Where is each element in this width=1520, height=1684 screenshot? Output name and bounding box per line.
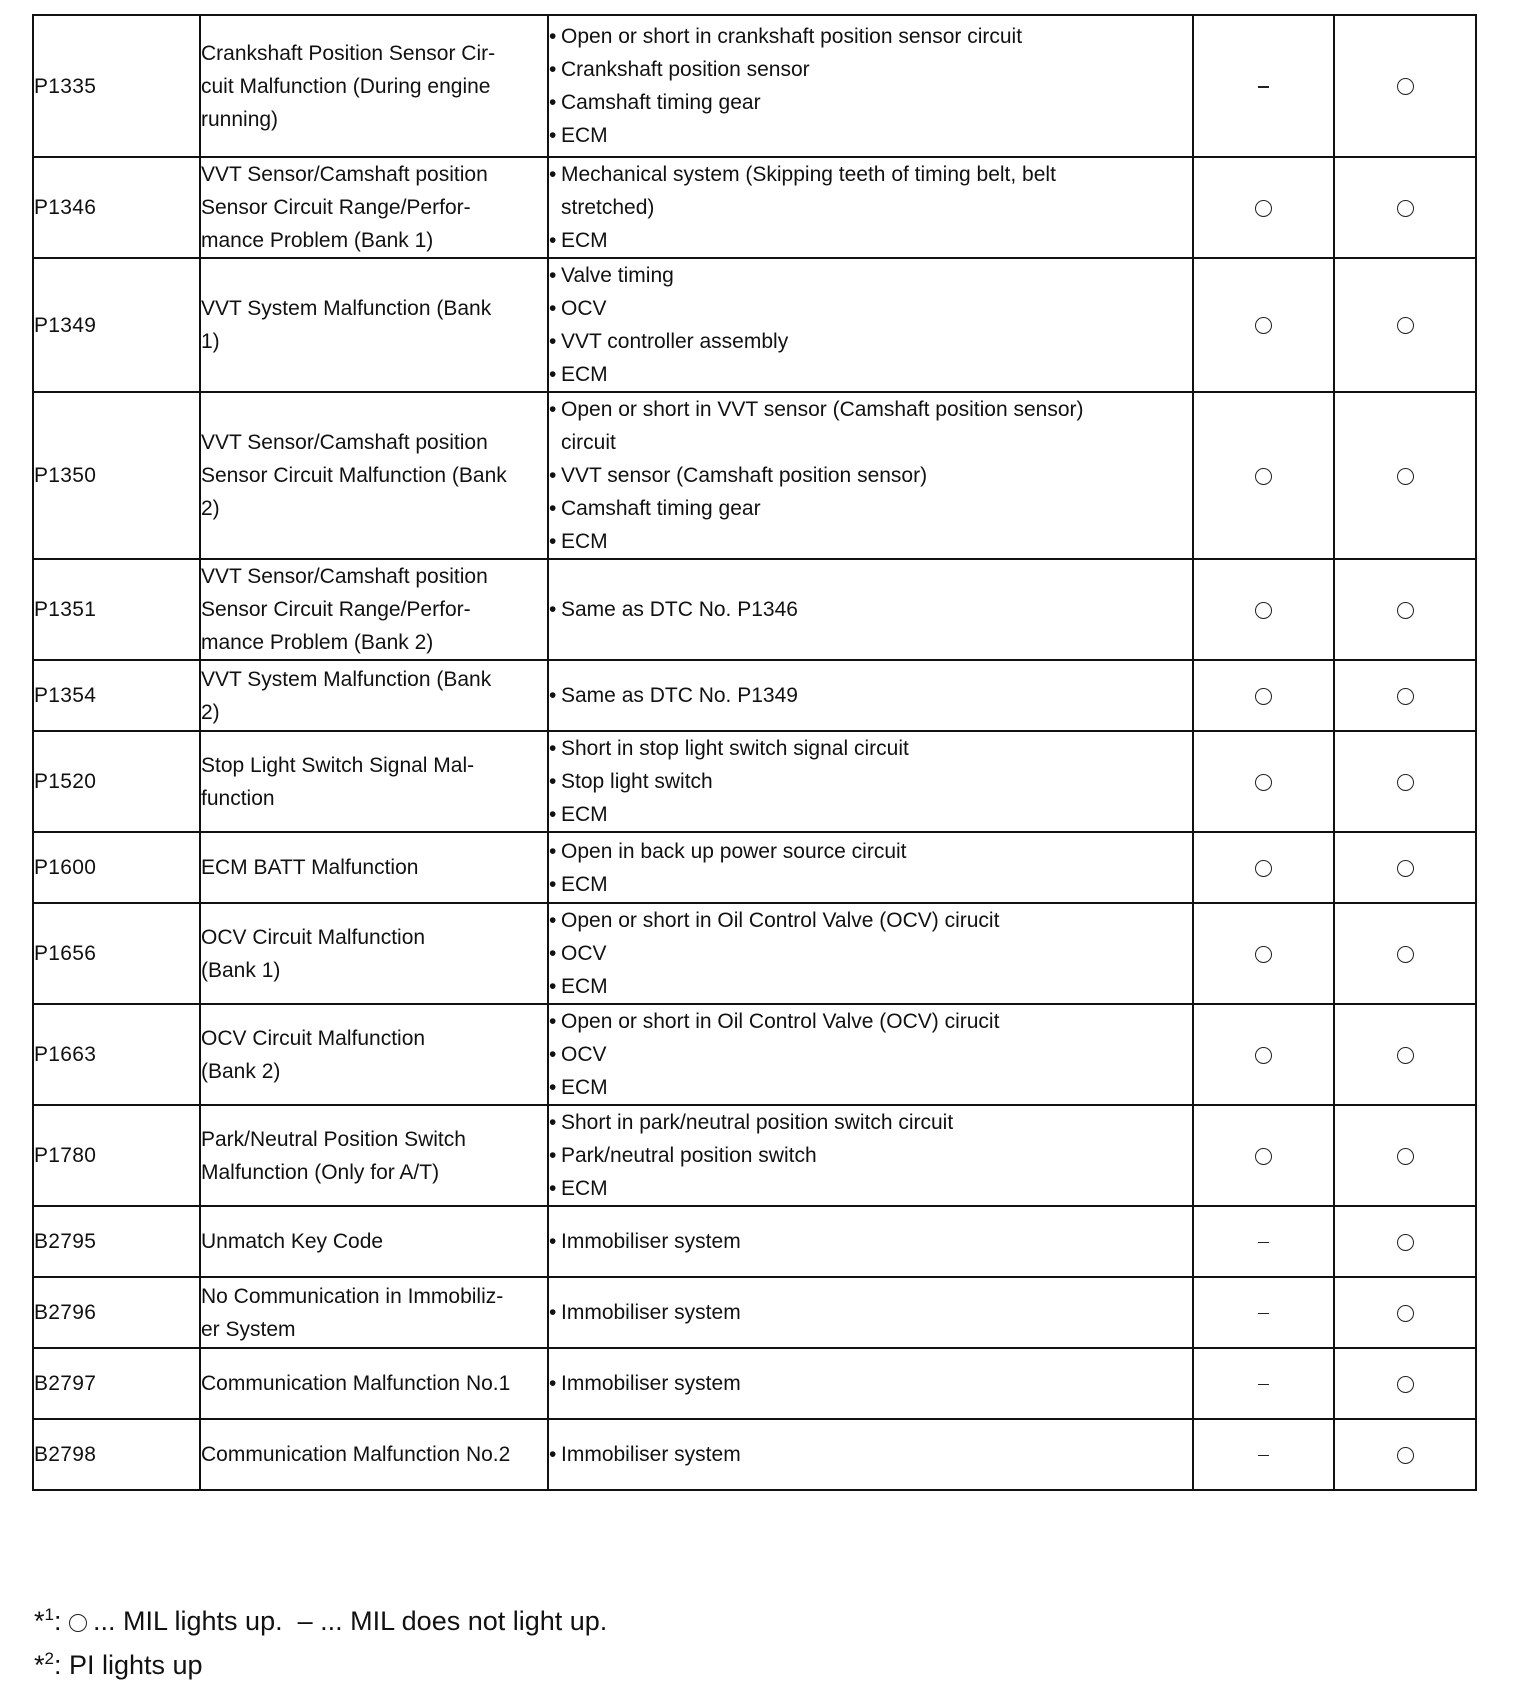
bullet-icon: • <box>549 1443 557 1466</box>
trouble-area-item <box>549 798 1192 831</box>
circle-icon <box>1397 78 1414 95</box>
trouble-area-item <box>549 1005 1192 1038</box>
trouble-area-text: circuit <box>561 431 616 454</box>
detection-item-line: mance Problem (Bank 1) <box>201 229 434 252</box>
detection-item-line: Sensor Circuit Malfunction (Bank <box>201 464 507 487</box>
dtc-code: P1335 <box>33 15 200 157</box>
detection-item <box>200 903 548 1004</box>
bullet-icon: • <box>549 1111 557 1134</box>
trouble-area-text: ECM <box>561 1076 608 1099</box>
bullet-icon: • <box>549 1372 557 1395</box>
detection-item-line: Sensor Circuit Range/Perfor- <box>201 196 471 219</box>
memory-cell <box>1334 15 1476 157</box>
trouble-area-item <box>549 191 1192 224</box>
trouble-area <box>548 559 1193 660</box>
circle-icon <box>69 1614 87 1632</box>
trouble-area-item <box>549 593 1192 626</box>
trouble-area-text: ECM <box>561 363 608 386</box>
dtc-code: B2796 <box>33 1277 200 1348</box>
bullet-icon: • <box>549 163 557 186</box>
bullet-icon: • <box>549 497 557 520</box>
detection-item-line: er System <box>201 1317 296 1341</box>
detection-item-line: VVT System Malfunction (Bank <box>201 667 492 691</box>
circle-icon <box>1397 200 1414 217</box>
trouble-area-text: Camshaft timing gear <box>561 91 761 114</box>
dash-icon <box>1258 1455 1269 1457</box>
trouble-area-text: ECM <box>561 872 608 896</box>
circle-icon <box>1255 602 1272 619</box>
trouble-area-text: Immobiliser system <box>561 1443 741 1466</box>
circle-icon <box>1397 688 1414 705</box>
footnote-1-circle-text: ... MIL lights up. <box>93 1606 283 1636</box>
trouble-area-item <box>549 492 1192 525</box>
trouble-area <box>548 660 1193 731</box>
mil-cell <box>1193 1348 1334 1419</box>
circle-icon <box>1397 1148 1414 1165</box>
table-row <box>33 559 1476 660</box>
memory-cell <box>1334 731 1476 832</box>
detection-item-line: VVT System Malfunction (Bank <box>201 297 492 320</box>
detection-item <box>200 731 548 832</box>
bullet-icon: • <box>549 530 557 553</box>
trouble-area-item <box>549 765 1192 798</box>
dtc-code: P1520 <box>33 731 200 832</box>
circle-icon <box>1397 774 1414 791</box>
dtc-code: P1354 <box>33 660 200 731</box>
detection-item-line: function <box>201 786 275 810</box>
trouble-area-text: Same as DTC No. P1346 <box>561 598 798 621</box>
detection-item-line: ECM BATT Malfunction <box>201 856 419 879</box>
footnote-1 <box>34 1596 607 1640</box>
table-row <box>33 392 1476 559</box>
detection-item-line: mance Problem (Bank 2) <box>201 631 434 654</box>
detection-item <box>200 258 548 392</box>
bullet-icon: • <box>549 124 557 147</box>
trouble-area-item <box>549 1038 1192 1071</box>
circle-icon <box>1397 317 1414 334</box>
dtc-code: P1663 <box>33 1004 200 1105</box>
bullet-icon: • <box>549 464 557 487</box>
trouble-area-item <box>549 1438 1192 1471</box>
trouble-area-item <box>549 904 1192 937</box>
trouble-area <box>548 731 1193 832</box>
trouble-area-item <box>549 292 1192 325</box>
mil-cell <box>1193 832 1334 903</box>
bullet-icon: • <box>549 1076 557 1099</box>
detection-item <box>200 1105 548 1206</box>
trouble-area-item <box>549 119 1192 152</box>
bullet-icon: • <box>549 1230 557 1253</box>
trouble-area-item <box>549 325 1192 358</box>
bullet-icon: • <box>549 1177 557 1200</box>
circle-icon <box>1255 688 1272 705</box>
memory-cell <box>1334 392 1476 559</box>
dtc-code: P1350 <box>33 392 200 559</box>
mil-cell <box>1193 1004 1334 1105</box>
trouble-area <box>548 832 1193 903</box>
detection-item <box>200 157 548 258</box>
dash-icon <box>1258 1242 1269 1244</box>
mil-cell <box>1193 157 1334 258</box>
memory-cell <box>1334 903 1476 1004</box>
detection-item-line: (Bank 1) <box>201 958 281 982</box>
trouble-area-text: Mechanical system (Skipping teeth of timing belt, belt <box>561 163 1056 186</box>
dash-icon <box>1258 1384 1269 1386</box>
trouble-area <box>548 157 1193 258</box>
detection-item-line: 1) <box>201 330 220 353</box>
bullet-icon: • <box>549 91 557 114</box>
dtc-code: P1351 <box>33 559 200 660</box>
trouble-area-text: OCV <box>561 942 607 965</box>
trouble-area <box>548 15 1193 157</box>
dtc-code: P1780 <box>33 1105 200 1206</box>
trouble-area-text: OCV <box>561 297 607 320</box>
mil-cell <box>1193 660 1334 731</box>
circle-icon <box>1397 468 1414 485</box>
trouble-area-item <box>549 679 1192 712</box>
mil-cell <box>1193 1419 1334 1490</box>
circle-icon <box>1255 774 1272 791</box>
mil-cell <box>1193 559 1334 660</box>
table-row <box>33 1348 1476 1419</box>
circle-icon <box>1255 946 1272 963</box>
bullet-icon: • <box>549 330 557 353</box>
trouble-area-item <box>549 158 1192 191</box>
bullet-icon: • <box>549 25 557 48</box>
trouble-area-item <box>549 1296 1192 1329</box>
table-row <box>33 1206 1476 1277</box>
trouble-area <box>548 258 1193 392</box>
trouble-area-item <box>549 1172 1192 1205</box>
trouble-area <box>548 1004 1193 1105</box>
detection-item-line: cuit Malfunction (During engine <box>201 74 491 98</box>
dtc-code: B2797 <box>33 1348 200 1419</box>
dash-icon <box>1258 1313 1269 1315</box>
trouble-area-item <box>549 868 1192 901</box>
table-row <box>33 903 1476 1004</box>
trouble-area-item <box>549 459 1192 492</box>
trouble-area-item <box>549 426 1192 459</box>
trouble-area-text: Immobiliser system <box>561 1301 741 1324</box>
bullet-icon: • <box>549 770 557 793</box>
trouble-area <box>548 903 1193 1004</box>
detection-item-line: OCV Circuit Malfunction <box>201 925 426 949</box>
circle-icon <box>1255 317 1272 334</box>
circle-icon <box>1397 1447 1414 1464</box>
detection-item <box>200 1348 548 1419</box>
detection-item-line: VVT Sensor/Camshaft position <box>201 163 488 186</box>
trouble-area-item <box>549 393 1192 426</box>
bullet-icon: • <box>549 598 557 621</box>
detection-item-line: Communication Malfunction No.2 <box>201 1443 511 1466</box>
trouble-area-item <box>549 835 1192 868</box>
trouble-area-item <box>549 224 1192 257</box>
memory-cell <box>1334 1206 1476 1277</box>
trouble-area-item <box>549 53 1192 86</box>
bullet-icon: • <box>549 1010 557 1033</box>
table-row <box>33 731 1476 832</box>
bullet-icon: • <box>549 1301 557 1324</box>
trouble-area-text: Stop light switch <box>561 770 713 793</box>
trouble-area-text: ECM <box>561 530 608 553</box>
detection-item <box>200 1206 548 1277</box>
trouble-area-text: Camshaft timing gear <box>561 497 761 520</box>
footnotes <box>34 1596 607 1684</box>
bullet-icon: • <box>549 872 557 896</box>
trouble-area-text: Open or short in crankshaft position sensor circuit <box>561 25 1023 48</box>
detection-item-line: OCV Circuit Malfunction <box>201 1026 426 1050</box>
trouble-area-text: Short in park/neutral position switch circuit <box>561 1111 954 1134</box>
trouble-area-text: ECM <box>561 229 608 252</box>
detection-item <box>200 1004 548 1105</box>
trouble-area-text: Open or short in Oil Control Valve (OCV) cirucit <box>561 909 1000 932</box>
dtc-code: P1656 <box>33 903 200 1004</box>
mil-cell <box>1193 903 1334 1004</box>
dtc-code: P1346 <box>33 157 200 258</box>
detection-item <box>200 660 548 731</box>
footnote-1-number: 1 <box>44 1605 54 1624</box>
trouble-area-item <box>549 525 1192 558</box>
memory-cell <box>1334 157 1476 258</box>
mil-cell <box>1193 258 1334 392</box>
detection-item-line: Malfunction (Only for A/T) <box>201 1160 440 1184</box>
trouble-area-item <box>549 1367 1192 1400</box>
trouble-area-item <box>549 358 1192 391</box>
circle-icon <box>1397 946 1414 963</box>
trouble-area-text: Valve timing <box>561 264 674 287</box>
memory-cell <box>1334 258 1476 392</box>
trouble-area <box>548 1105 1193 1206</box>
detection-item-line: 2) <box>201 497 220 520</box>
trouble-area-text: Open or short in VVT sensor (Camshaft position sensor) <box>561 398 1084 421</box>
memory-cell <box>1334 660 1476 731</box>
trouble-area-text: ECM <box>561 975 608 998</box>
trouble-area <box>548 1419 1193 1490</box>
trouble-area-text: Open or short in Oil Control Valve (OCV) cirucit <box>561 1010 1000 1033</box>
footnote-2-marker: * <box>34 1650 45 1680</box>
detection-item-line: (Bank 2) <box>201 1059 281 1083</box>
circle-icon <box>1255 468 1272 485</box>
trouble-area-item <box>549 937 1192 970</box>
detection-item-line: Sensor Circuit Range/Perfor- <box>201 598 471 621</box>
trouble-area <box>548 1277 1193 1348</box>
trouble-area-text: OCV <box>561 1043 607 1066</box>
bullet-icon: • <box>549 909 557 932</box>
detection-item-line: Park/Neutral Position Switch <box>201 1127 466 1151</box>
bullet-icon: • <box>549 229 557 252</box>
trouble-area-text: VVT sensor (Camshaft position sensor) <box>561 464 928 487</box>
trouble-area <box>548 1348 1193 1419</box>
bullet-icon: • <box>549 839 557 863</box>
dtc-code: B2795 <box>33 1206 200 1277</box>
detection-item <box>200 559 548 660</box>
table-row <box>33 1105 1476 1206</box>
dtc-table <box>32 14 1477 1491</box>
detection-item-line: Stop Light Switch Signal Mal- <box>201 753 475 777</box>
circle-icon <box>1255 200 1272 217</box>
table-row <box>33 157 1476 258</box>
detection-item-line: 2) <box>201 700 220 724</box>
table-row <box>33 258 1476 392</box>
trouble-area-text: Open in back up power source circuit <box>561 839 907 863</box>
dtc-table-body <box>33 15 1476 1490</box>
mil-cell <box>1193 1206 1334 1277</box>
trouble-area-item <box>549 1139 1192 1172</box>
bullet-icon: • <box>549 942 557 965</box>
table-row <box>33 1277 1476 1348</box>
detection-item <box>200 1419 548 1490</box>
circle-icon <box>1397 1305 1414 1322</box>
footnote-1-marker: * <box>34 1606 45 1636</box>
circle-icon <box>1397 1234 1414 1251</box>
mil-cell <box>1193 1277 1334 1348</box>
circle-icon <box>1255 1148 1272 1165</box>
bullet-icon: • <box>549 398 557 421</box>
trouble-area <box>548 392 1193 559</box>
bullet-icon: • <box>549 975 557 998</box>
circle-icon <box>1397 1376 1414 1393</box>
detection-item <box>200 1277 548 1348</box>
mil-cell <box>1193 392 1334 559</box>
table-row <box>33 1004 1476 1105</box>
memory-cell <box>1334 1105 1476 1206</box>
trouble-area-text: ECM <box>561 803 608 826</box>
circle-icon <box>1397 602 1414 619</box>
detection-item-line: running) <box>201 107 279 131</box>
dtc-chart-page <box>32 14 1475 1491</box>
trouble-area-text: VVT controller assembly <box>561 330 789 353</box>
dtc-code: B2798 <box>33 1419 200 1490</box>
memory-cell <box>1334 1277 1476 1348</box>
trouble-area-item <box>549 1225 1192 1258</box>
memory-cell <box>1334 1419 1476 1490</box>
circle-icon <box>1397 1047 1414 1064</box>
trouble-area-text: stretched) <box>561 196 655 219</box>
bullet-icon: • <box>549 58 557 81</box>
detection-item-line: Communication Malfunction No.1 <box>201 1372 511 1395</box>
table-row <box>33 1419 1476 1490</box>
bullet-icon: • <box>549 737 557 760</box>
bullet-icon: • <box>549 1043 557 1066</box>
circle-icon <box>1255 1047 1272 1064</box>
trouble-area-item <box>549 86 1192 119</box>
trouble-area-text: Crankshaft position sensor <box>561 58 810 81</box>
memory-cell <box>1334 1348 1476 1419</box>
bullet-icon: • <box>549 363 557 386</box>
footnote-1-colon: : <box>53 1606 62 1636</box>
detection-item-line: VVT Sensor/Camshaft position <box>201 431 488 454</box>
detection-item <box>200 15 548 157</box>
dtc-code: P1349 <box>33 258 200 392</box>
circle-icon <box>1255 860 1272 877</box>
trouble-area-item <box>549 1106 1192 1139</box>
trouble-area-text: Park/neutral position switch <box>561 1144 817 1167</box>
detection-item <box>200 392 548 559</box>
bullet-icon: • <box>549 684 557 707</box>
trouble-area-item <box>549 732 1192 765</box>
trouble-area-text: Immobiliser system <box>561 1230 741 1253</box>
mil-cell <box>1193 1105 1334 1206</box>
footnote-1-dash-text: – ... MIL does not light up. <box>297 1606 608 1636</box>
memory-cell <box>1334 559 1476 660</box>
trouble-area <box>548 1206 1193 1277</box>
footnote-2-text: : PI lights up <box>53 1650 203 1680</box>
trouble-area-item <box>549 970 1192 1003</box>
circle-icon <box>1397 860 1414 877</box>
trouble-area-text: ECM <box>561 124 608 147</box>
trouble-area-item <box>549 1071 1192 1104</box>
bullet-icon: • <box>549 297 557 320</box>
table-row <box>33 660 1476 731</box>
mil-cell <box>1193 15 1334 157</box>
detection-item-line: VVT Sensor/Camshaft position <box>201 565 488 588</box>
detection-item <box>200 832 548 903</box>
detection-item-line: Unmatch Key Code <box>201 1230 384 1253</box>
bullet-icon: • <box>549 803 557 826</box>
memory-cell <box>1334 1004 1476 1105</box>
trouble-area-text: ECM <box>561 1177 608 1200</box>
dash-icon <box>1258 86 1269 88</box>
trouble-area-item <box>549 20 1192 53</box>
detection-item-line: Crankshaft Position Sensor Cir- <box>201 41 496 65</box>
dtc-code: P1600 <box>33 832 200 903</box>
memory-cell <box>1334 832 1476 903</box>
table-row <box>33 15 1476 157</box>
trouble-area-text: Immobiliser system <box>561 1372 741 1395</box>
detection-item-line: No Communication in Immobiliz- <box>201 1284 504 1308</box>
trouble-area-item <box>549 259 1192 292</box>
table-row <box>33 832 1476 903</box>
trouble-area-text: Short in stop light switch signal circuit <box>561 737 909 760</box>
trouble-area-text: Same as DTC No. P1349 <box>561 684 798 707</box>
bullet-icon: • <box>549 1144 557 1167</box>
bullet-icon: • <box>549 264 557 287</box>
mil-cell <box>1193 731 1334 832</box>
footnote-2 <box>34 1640 607 1684</box>
footnote-2-number: 2 <box>44 1649 54 1668</box>
